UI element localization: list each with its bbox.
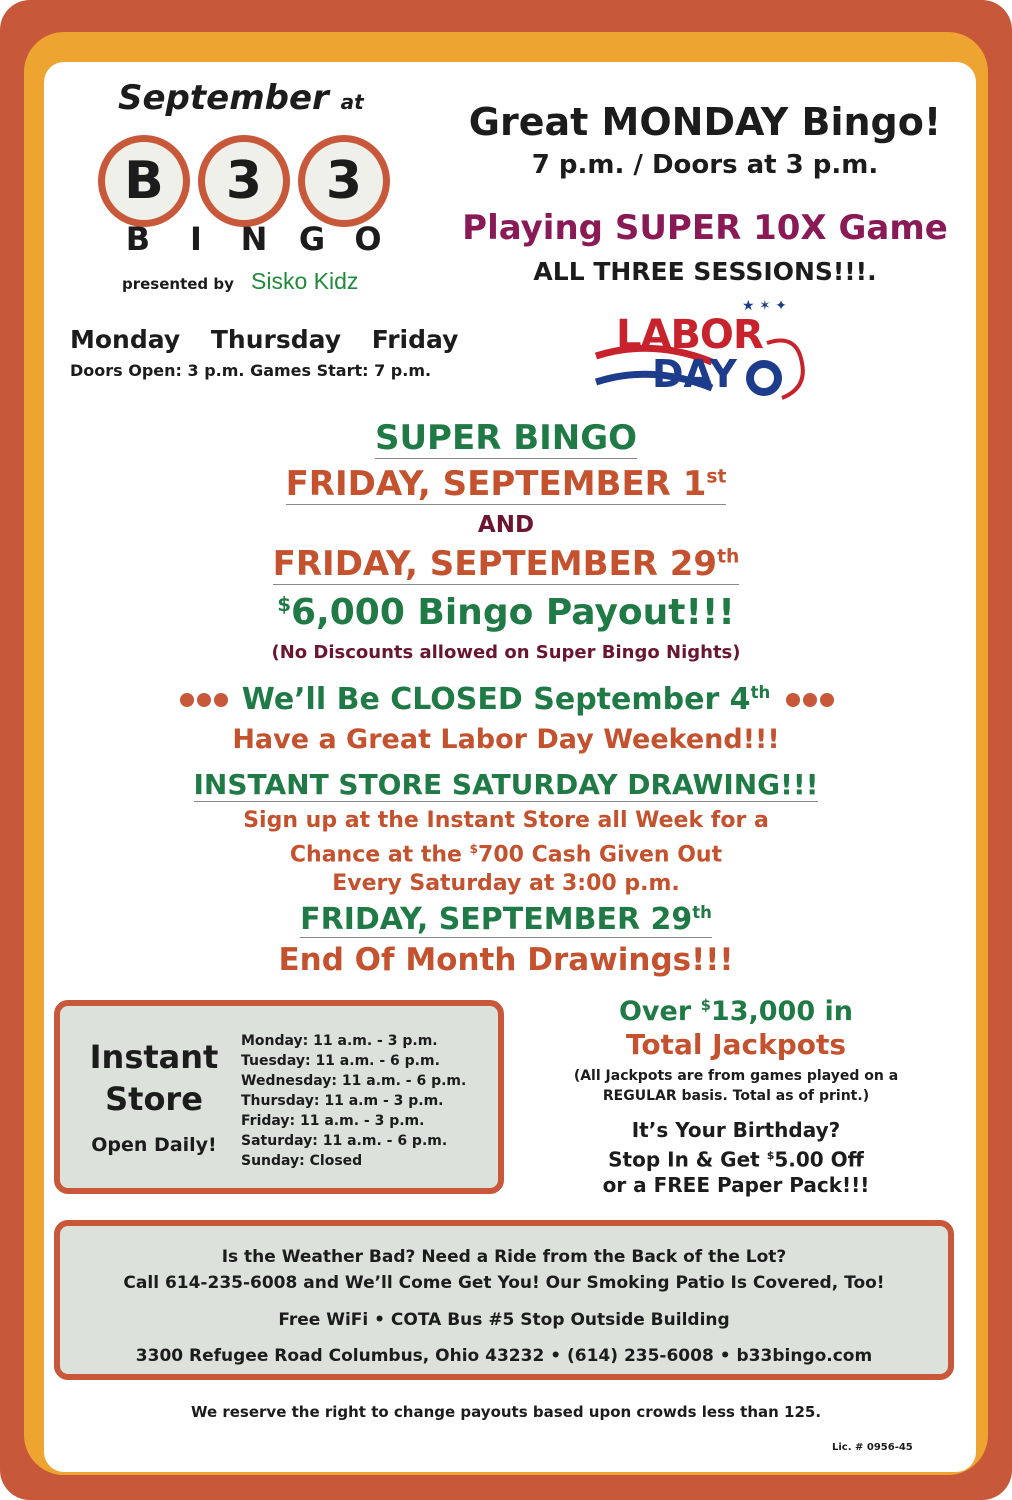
end-month-suffix: th [692, 903, 712, 922]
all-sessions-text: ALL THREE SESSIONS!!!. [533, 257, 877, 286]
hours-monday: Monday: 11 a.m. - 3 p.m. [241, 1033, 438, 1049]
instant-store-title-line2: Store [105, 1080, 203, 1118]
closed-row [230, 682, 782, 717]
hours-tuesday: Tuesday: 11 a.m. - 6 p.m. [241, 1053, 440, 1069]
total-jackpots: Total Jackpots [625, 1028, 847, 1061]
license-number: Lic. # 0956-45 [832, 1442, 913, 1453]
payout-text: 6,000 Bingo Payout!!! [291, 592, 735, 633]
end-month-date-row [0, 902, 1012, 937]
logo-september [118, 78, 364, 118]
instant-drawing-title: INSTANT STORE SATURDAY DRAWING!!! [193, 768, 819, 801]
jackpots-over: Over [618, 996, 701, 1027]
birthday-line2 [520, 1143, 952, 1173]
labor-day-logo [592, 298, 812, 408]
presented-by-label: presented by [122, 275, 234, 293]
birthday-line1: It’s Your Birthday? [631, 1118, 841, 1142]
info-box [54, 1220, 954, 1380]
call-line: Call 614-235-6008 and We’ll Come Get You! Our Smoking Patio Is Covered, Too! [123, 1273, 885, 1293]
instant-store-box [54, 1000, 504, 1194]
logo-letter-3: 3 [305, 142, 383, 220]
end-month-date: FRIDAY, SEPTEMBER 29 [300, 902, 693, 937]
hours-wednesday: Wednesday: 11 a.m. - 6 p.m. [241, 1073, 467, 1089]
super-10x-text: Playing SUPER 10X Game [462, 208, 948, 248]
svg-text:★ ✶ ✦: ★ ✶ ✦ [742, 298, 787, 314]
labor-word: LABOR [616, 312, 763, 358]
day-monday: Monday [70, 325, 181, 354]
payout-row [0, 592, 1012, 633]
super-bingo-section [0, 418, 1012, 458]
super-bingo-date2: FRIDAY, SEPTEMBER 29 [272, 544, 718, 584]
address-line: 3300 Refugee Road Columbus, Ohio 43232 • (614) 235-6008 • b33bingo.com [135, 1346, 873, 1366]
bingo-letter-g: G [298, 220, 326, 258]
drawing-dollar: $ [469, 842, 479, 856]
hours-saturday: Saturday: 11 a.m. - 6 p.m. [241, 1133, 448, 1149]
presented-by-line [122, 268, 382, 295]
day-friday: Friday [371, 325, 459, 354]
jackpots-amount: 13,000 in [710, 996, 853, 1027]
logo-ring-3a [198, 135, 290, 227]
drawing-line3: Every Saturday at 3:00 p.m. [332, 871, 680, 897]
bingo-letter-o: O [354, 220, 382, 258]
labor-weekend-text: Have a Great Labor Day Weekend!!! [232, 724, 780, 755]
monday-time: 7 p.m. / Doors at 3 p.m. [531, 150, 879, 180]
weather-line: Is the Weather Bad? Need a Ride from the Back of the Lot? [221, 1247, 787, 1267]
wifi-bus-line: Free WiFi • COTA Bus #5 Stop Outside Building [278, 1310, 730, 1330]
instant-store-title [74, 1036, 234, 1120]
instant-drawing-details [0, 806, 1012, 898]
drawing-line2 [0, 835, 1012, 869]
day-thursday: Thursday [210, 325, 342, 354]
birthday-dollar: $ [766, 1149, 775, 1162]
logo-ring-3b [298, 135, 390, 227]
super-bingo-date1: FRIDAY, SEPTEMBER 1 [285, 464, 707, 504]
closed-suffix: th [750, 683, 771, 702]
september-label: September [118, 78, 329, 118]
drawing-line2b: 700 Cash Given Out [478, 842, 723, 868]
instant-drawing-title-row [0, 768, 1012, 801]
closed-text: We’ll Be CLOSED September 4 [241, 682, 751, 717]
disclaimer-text: We reserve the right to change payouts based upon crowds less than 125. [190, 1403, 822, 1421]
dots-left [180, 692, 231, 711]
birthday-line2a: Stop In & Get [608, 1147, 767, 1172]
day-word: DAY [652, 352, 737, 396]
super-bingo-date2-row [0, 544, 1012, 584]
hours-sunday: Sunday: Closed [241, 1153, 363, 1169]
days-row [70, 325, 458, 354]
at-label: at [340, 90, 364, 114]
bingo-letter-n: N [240, 220, 268, 258]
end-month-text: End Of Month Drawings!!! [278, 942, 734, 978]
super-bingo-title: SUPER BINGO [374, 418, 638, 458]
jackpots-dollar: $ [700, 996, 711, 1014]
monday-bingo-title: Great MONDAY Bingo! [468, 100, 942, 144]
date2-suffix: th [717, 546, 740, 568]
no-discounts-note: (No Discounts allowed on Super Bingo Nights) [271, 642, 741, 663]
doors-hours: Doors Open: 3 p.m. Games Start: 7 p.m. [70, 361, 432, 380]
birthday-line3: or a FREE Paper Pack!!! [602, 1172, 870, 1197]
logo-letter-b: B [105, 142, 183, 220]
jackpots-note [520, 1066, 952, 1106]
jackpots-line1 [520, 996, 952, 1027]
logo-ring-b [98, 135, 190, 227]
logo-letter-3: 3 [205, 142, 283, 220]
ride-text [60, 1244, 948, 1296]
drawing-line2a: Chance at the [289, 842, 470, 868]
instant-store-title-line1: Instant [89, 1038, 219, 1076]
date1-suffix: st [706, 466, 727, 488]
sponsor-name: Sisko Kidz [251, 268, 359, 294]
open-daily-text: Open Daily! [91, 1134, 217, 1156]
birthday-offer [520, 1118, 952, 1198]
payout-dollar: $ [277, 593, 291, 616]
dots-right [786, 692, 837, 711]
bingo-letter-b: B [125, 220, 151, 258]
bingo-letter-i: I [190, 220, 202, 258]
jackpots-note2: REGULAR basis. Total as of print.) [602, 1088, 870, 1104]
and-text: AND [477, 512, 535, 538]
hours-friday: Friday: 11 a.m. - 3 p.m. [241, 1113, 425, 1129]
drawing-line1: Sign up at the Instant Store all Week for a [243, 808, 769, 833]
super-bingo-date1-row [0, 464, 1012, 504]
instant-store-hours [241, 1031, 466, 1171]
birthday-line2b: 5.00 Off [774, 1147, 864, 1172]
jackpots-note1: (All Jackpots are from games played on a [573, 1068, 899, 1084]
hours-thursday: Thursday: 11 a.m - 3 p.m. [241, 1093, 444, 1109]
